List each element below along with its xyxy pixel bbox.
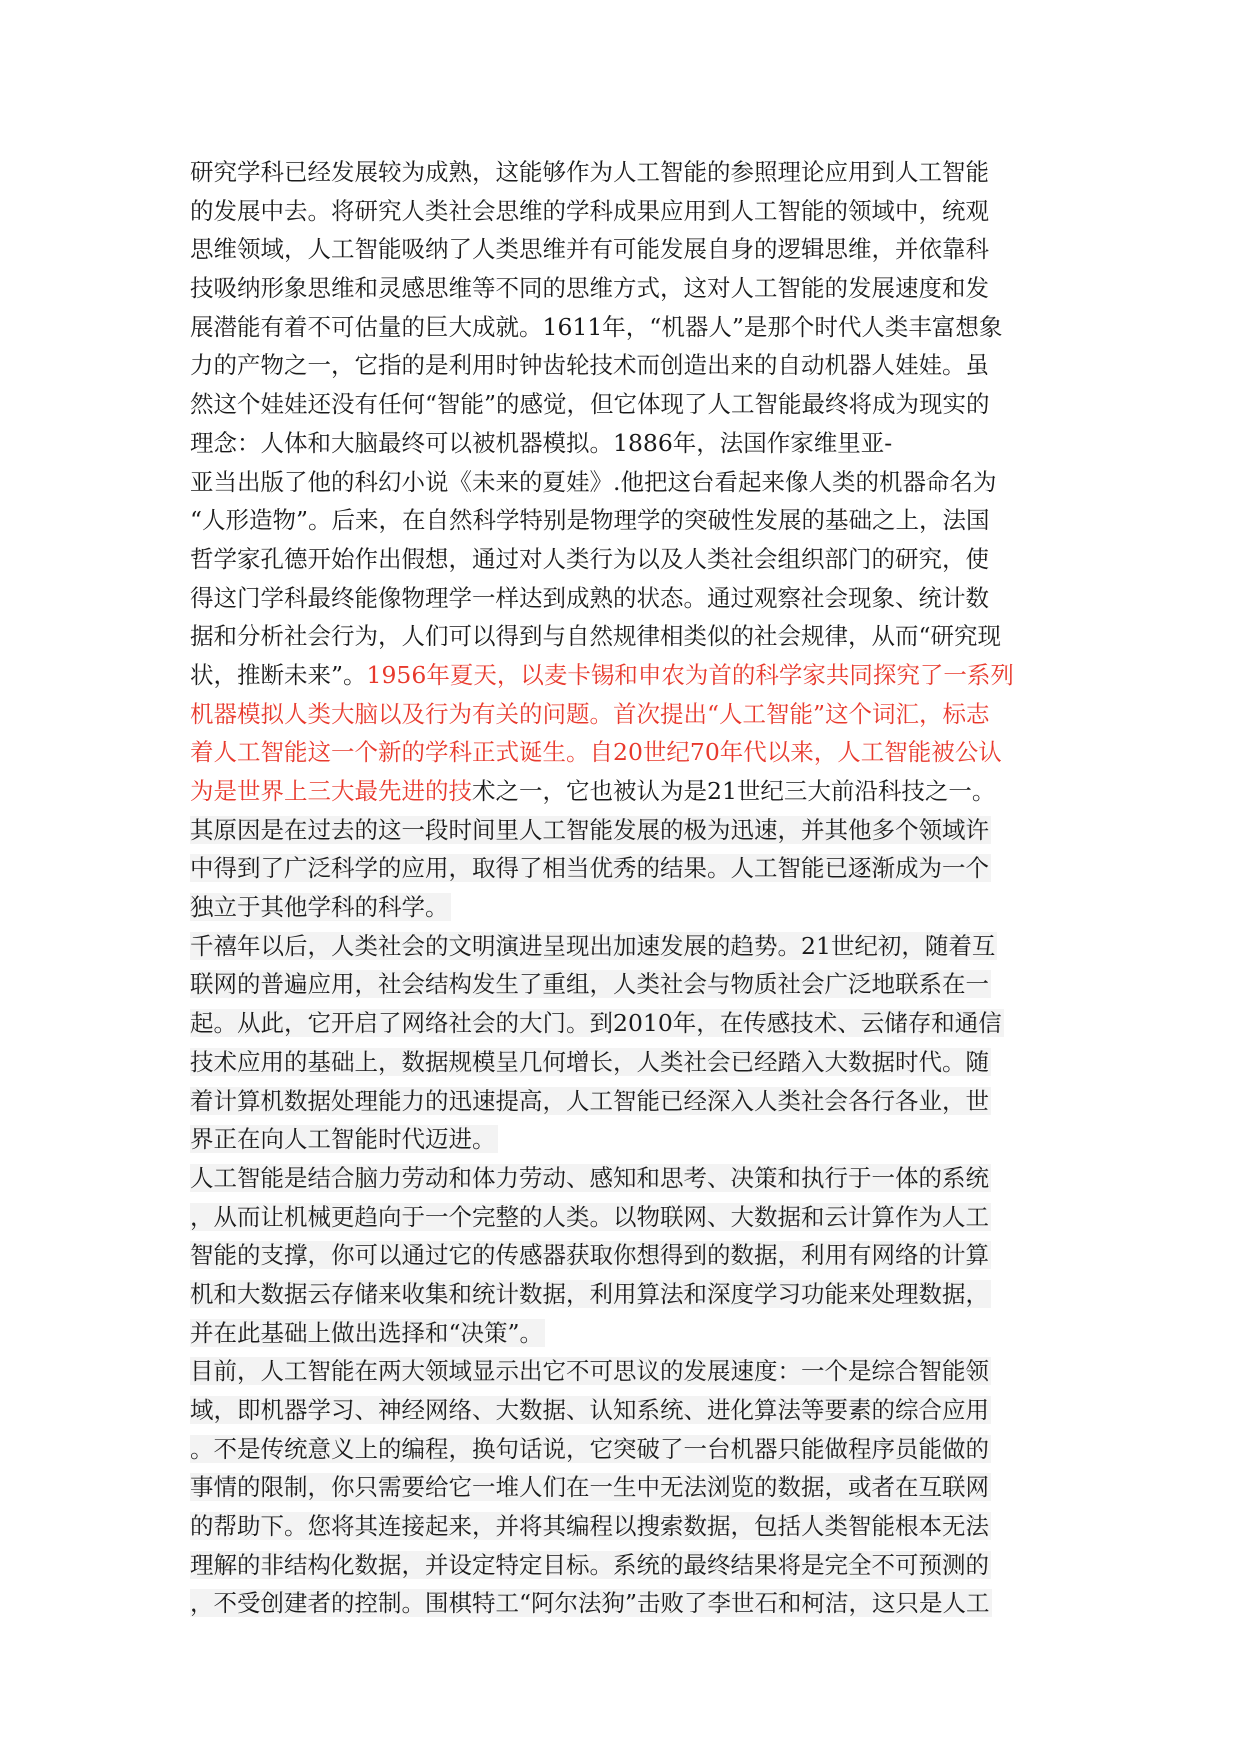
line-text: 联网的普遍应用，社会结构发生了重组，人类社会与物质社会广泛地联系在一 (190, 970, 989, 999)
text-line (190, 1275, 1050, 1314)
line-text: 技吸纳形象思维和灵感思维等不同的思维方式，这对人工智能的发展速度和发 (190, 274, 989, 303)
line-text: 状，推断未来”。 (190, 660, 367, 689)
text-line (190, 269, 1050, 308)
line-text: 起。从此，它开启了网络社会的大门。到2010年，在传感技术、云储存和通信 (190, 1009, 1002, 1038)
line-text: 目前，人工智能在两大领域显示出它不可思议的发展速度：一个是综合智能领 (190, 1357, 989, 1386)
text-line (190, 733, 1050, 772)
line-text: 并在此基础上做出选择和“决策”。 (190, 1318, 544, 1347)
text-line (190, 192, 1050, 231)
body-text (190, 153, 1050, 1623)
text-line (190, 1546, 1050, 1585)
text-line (190, 1120, 1050, 1159)
line-text: 展潜能有着不可估量的巨大成就。1611年，“机器人”是那个时代人类丰富想象 (190, 312, 1003, 341)
text-line (190, 1198, 1050, 1237)
text-line (190, 153, 1050, 192)
text-line (190, 965, 1050, 1004)
line-text: 亚当出版了他的科幻小说《未来的夏娃》.他把这台看起来像人类的机器命名为 (190, 467, 997, 496)
line-text: 术之一，它也被认为是21世纪三大前沿科技之一。 (472, 777, 996, 805)
text-line (190, 463, 1050, 502)
line-text: 的发展中去。将研究人类社会思维的学科成果应用到人工智能的领域中，统观 (190, 196, 989, 225)
line-text: 研究学科已经发展较为成熟，这能够作为人工智能的参照理论应用到人工智能 (190, 158, 989, 186)
line-text: 然这个娃娃还没有任何“智能”的感觉，但它体现了人工智能最终将成为现实的 (190, 390, 990, 419)
line-text: 思维领域，人工智能吸纳了人类思维并有可能发展自身的逻辑思维，并依靠科 (190, 235, 989, 264)
line-text: 其原因是在过去的这一段时间里人工智能发展的极为迅速，并其他多个领域许 (190, 815, 989, 844)
text-line (190, 1468, 1050, 1507)
text-line (190, 1159, 1050, 1198)
line-text: 事情的限制，你只需要给它一堆人们在一生中无法浏览的数据，或者在互联网 (190, 1473, 989, 1502)
text-line (190, 656, 1050, 695)
line-text: 独立于其他学科的科学。 (190, 893, 449, 922)
line-text: 人工智能是结合脑力劳动和体力劳动、感知和思考、决策和执行于一体的系统 (190, 1163, 989, 1192)
text-line (190, 308, 1050, 347)
text-line (190, 1584, 1050, 1623)
highlighted-text: 为是世界上三大最先进的技 (190, 777, 472, 805)
text-line (190, 849, 1050, 888)
line-text: 据和分析社会行为，人们可以得到与自然规律相类似的社会规律，从而“研究现 (190, 622, 1002, 651)
text-line (190, 1004, 1050, 1043)
text-line (190, 1391, 1050, 1430)
text-line (190, 1352, 1050, 1391)
text-line (190, 540, 1050, 579)
line-text: 哲学家孔德开始作出假想，通过对人类行为以及人类社会组织部门的研究，使 (190, 544, 989, 573)
text-line (190, 424, 1050, 463)
text-line (190, 501, 1050, 540)
line-text: 。不是传统意义上的编程，换句话说，它突破了一台机器只能做程序员能做的 (190, 1434, 989, 1463)
highlighted-text: 着人工智能这一个新的学科正式诞生。自20世纪70年代以来，人工智能被公认 (190, 738, 1002, 767)
line-text: “人形造物”。后来，在自然科学特别是物理学的突破性发展的基础之上，法国 (190, 506, 990, 535)
text-line (190, 1507, 1050, 1546)
highlighted-text: 机器模拟人类大脑以及行为有关的问题。首次提出“人工智能”这个词汇，标志 (190, 699, 990, 728)
line-text: 中得到了广泛科学的应用，取得了相当优秀的结果。人工智能已逐渐成为一个 (190, 854, 989, 883)
text-line (190, 1236, 1050, 1275)
text-line (190, 695, 1050, 734)
highlighted-text: 1956年夏天，以麦卡锡和申农为首的科学家共同探究了一系列 (366, 660, 1014, 689)
text-line (190, 888, 1050, 927)
text-line (190, 385, 1050, 424)
line-text: 界正在向人工智能时代迈进。 (190, 1125, 496, 1154)
text-line (190, 1314, 1050, 1353)
text-line (190, 1082, 1050, 1121)
line-text: 的帮助下。您将其连接起来，并将其编程以搜索数据，包括人类智能根本无法 (190, 1512, 989, 1541)
line-text: ，从而让机械更趋向于一个完整的人类。以物联网、大数据和云计算作为人工 (190, 1202, 989, 1231)
line-text: 理解的非结构化数据，并设定特定目标。系统的最终结果将是完全不可预测的 (190, 1550, 989, 1579)
line-text: 机和大数据云存储来收集和统计数据，利用算法和深度学习功能来处理数据， (190, 1279, 989, 1308)
line-text: 智能的支撑，你可以通过它的传感器获取你想得到的数据，利用有网络的计算 (190, 1241, 989, 1270)
line-text: 域，即机器学习、神经网络、大数据、认知系统、进化算法等要素的综合应用 (190, 1396, 989, 1424)
text-line (190, 772, 1050, 811)
text-line (190, 927, 1050, 966)
text-line (190, 230, 1050, 269)
text-line (190, 617, 1050, 656)
text-line (190, 811, 1050, 850)
line-text: 技术应用的基础上，数据规模呈几何增长，人类社会已经踏入大数据时代。随 (190, 1047, 989, 1076)
line-text: 理念：人体和大脑最终可以被机器模拟。1886年，法国作家维里亚- (190, 428, 893, 457)
text-line (190, 1430, 1050, 1469)
text-line (190, 346, 1050, 385)
line-text: ，不受创建者的控制。围棋特工“阿尔法狗”击败了李世石和柯洁，这只是人工 (190, 1589, 990, 1618)
text-line (190, 579, 1050, 618)
line-text: 着计算机数据处理能力的迅速提高，人工智能已经深入人类社会各行各业，世 (190, 1086, 989, 1115)
line-text: 力的产物之一，它指的是利用时钟齿轮技术而创造出来的自动机器人娃娃。虽 (190, 351, 989, 380)
line-text: 得这门学科最终能像物理学一样达到成熟的状态。通过观察社会现象、统计数 (190, 583, 989, 612)
line-text: 千禧年以后，人类社会的文明演进呈现出加速发展的趋势。21世纪初，随着互 (190, 931, 996, 960)
text-line (190, 1043, 1050, 1082)
